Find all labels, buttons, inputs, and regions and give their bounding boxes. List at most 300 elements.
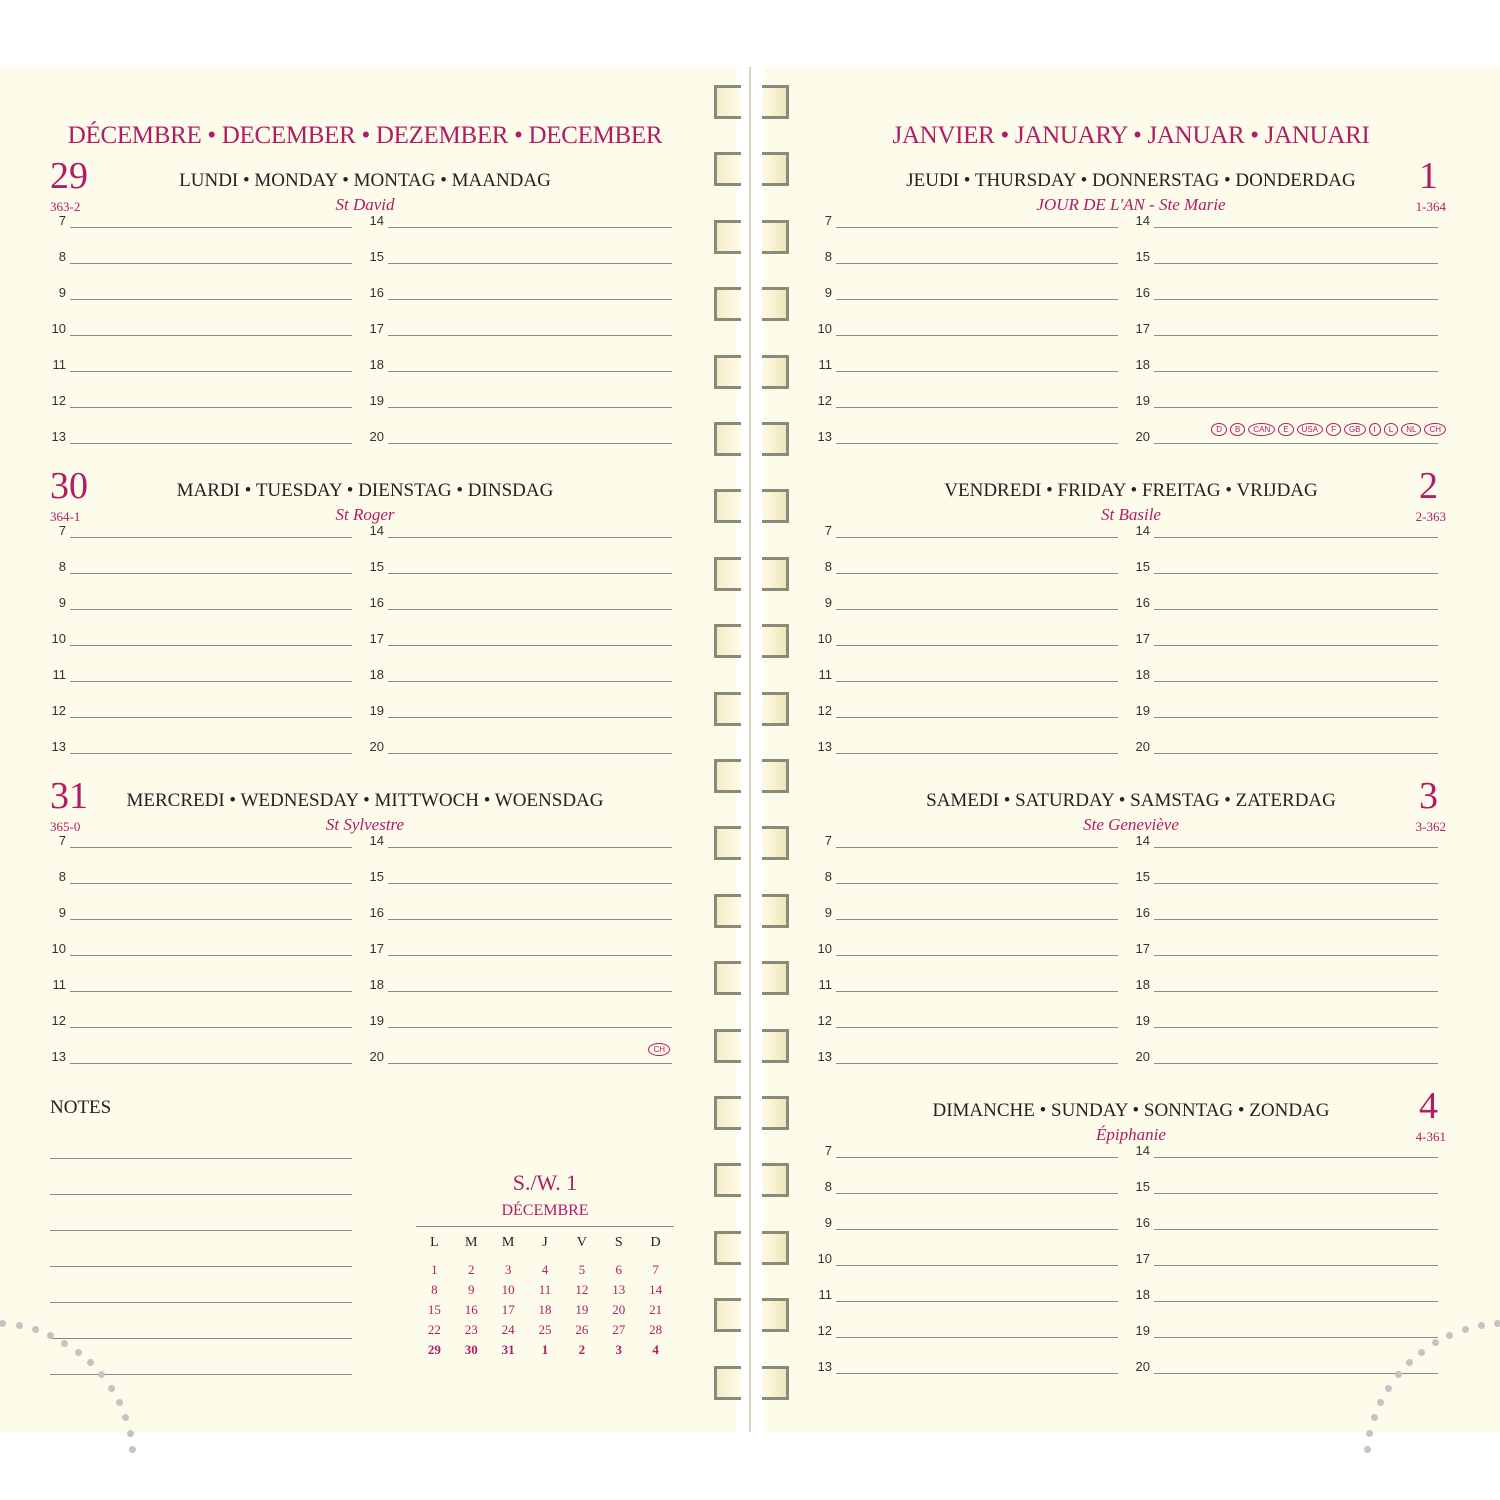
hour-row[interactable] bbox=[816, 1013, 1118, 1033]
spiral-ring bbox=[714, 894, 741, 928]
mini-calendar-week: S./W. 1 bbox=[512, 1170, 578, 1195]
hour-line bbox=[388, 681, 672, 682]
spiral-ring bbox=[762, 85, 789, 119]
hour-line bbox=[1154, 1229, 1438, 1230]
notes-line[interactable] bbox=[50, 1302, 352, 1303]
hour-row[interactable] bbox=[816, 523, 1118, 543]
mini-calendar-weekday: S bbox=[614, 1235, 623, 1250]
hour-row[interactable] bbox=[368, 739, 672, 759]
hour-line bbox=[388, 263, 672, 264]
mini-calendar-day: 13 bbox=[612, 1282, 626, 1297]
day-block bbox=[816, 1087, 1446, 1397]
hour-row[interactable] bbox=[368, 833, 672, 853]
spiral-ring bbox=[714, 1029, 741, 1063]
hour-line bbox=[1154, 681, 1438, 682]
hour-line bbox=[388, 919, 672, 920]
hour-row[interactable] bbox=[816, 321, 1118, 341]
mini-calendar-day: 22 bbox=[427, 1322, 441, 1337]
hour-row[interactable] bbox=[1134, 523, 1438, 543]
spiral-ring bbox=[762, 1029, 789, 1063]
hour-line bbox=[1154, 609, 1438, 610]
mini-calendar-day: 15 bbox=[427, 1302, 441, 1317]
hour-row[interactable] bbox=[368, 941, 672, 961]
hour-line bbox=[70, 335, 352, 336]
hour-line bbox=[70, 955, 352, 956]
spiral-ring bbox=[762, 826, 789, 860]
hour-line bbox=[1154, 443, 1438, 444]
hour-row[interactable] bbox=[816, 595, 1118, 615]
hour-row[interactable] bbox=[50, 559, 352, 579]
spiral-ring bbox=[714, 1096, 741, 1130]
hour-label: 17 bbox=[1135, 321, 1150, 336]
spiral-ring bbox=[762, 489, 789, 523]
hour-row[interactable] bbox=[50, 595, 352, 615]
hour-label: 19 bbox=[369, 703, 384, 718]
decorative-dot bbox=[1462, 1326, 1469, 1333]
saint-name: St Sylvestre bbox=[325, 815, 405, 834]
hour-label: 13 bbox=[51, 739, 66, 754]
spiral-ring bbox=[714, 1298, 741, 1332]
hour-row[interactable] bbox=[50, 833, 352, 853]
hour-line bbox=[70, 407, 352, 408]
hour-row[interactable] bbox=[1134, 1323, 1438, 1343]
hour-line bbox=[836, 609, 1118, 610]
hour-row[interactable] bbox=[1134, 905, 1438, 925]
hour-row[interactable] bbox=[816, 1179, 1118, 1199]
hour-row[interactable] bbox=[50, 941, 352, 961]
hour-label: 8 bbox=[824, 249, 832, 264]
day-block bbox=[816, 467, 1446, 777]
hour-row[interactable] bbox=[816, 213, 1118, 233]
hour-line bbox=[836, 537, 1118, 538]
mini-calendar-day: 19 bbox=[575, 1302, 589, 1317]
hour-line bbox=[836, 1265, 1118, 1266]
hour-label: 8 bbox=[58, 249, 66, 264]
hour-line bbox=[388, 753, 672, 754]
decorative-dot bbox=[1418, 1349, 1425, 1356]
mini-calendar-day: 28 bbox=[649, 1322, 663, 1337]
hour-line bbox=[70, 753, 352, 754]
hour-row[interactable] bbox=[1134, 1287, 1438, 1307]
hour-label: 11 bbox=[818, 667, 832, 682]
hour-label: 7 bbox=[58, 523, 66, 538]
hour-row[interactable] bbox=[50, 977, 352, 997]
hour-line bbox=[836, 991, 1118, 992]
hour-row[interactable] bbox=[1134, 393, 1438, 413]
hour-line bbox=[1154, 1063, 1438, 1064]
hour-row[interactable] bbox=[816, 1215, 1118, 1235]
hour-row[interactable] bbox=[50, 393, 352, 413]
decorative-dot bbox=[1494, 1320, 1500, 1327]
day-block bbox=[50, 157, 680, 467]
day-of-year: 4-361 bbox=[1415, 1129, 1446, 1144]
day-of-year: 3-362 bbox=[1415, 819, 1446, 834]
hour-label: 16 bbox=[1135, 905, 1150, 920]
hour-label: 10 bbox=[51, 631, 66, 646]
hour-row[interactable] bbox=[368, 869, 672, 889]
decorative-dot bbox=[1406, 1359, 1413, 1366]
day-of-year: 365-0 bbox=[50, 819, 81, 834]
hour-line bbox=[836, 1193, 1118, 1194]
mini-calendar-day: 9 bbox=[468, 1282, 475, 1297]
hour-row[interactable] bbox=[816, 631, 1118, 651]
hour-row[interactable] bbox=[1134, 833, 1438, 853]
hour-line bbox=[1154, 1027, 1438, 1028]
hour-row[interactable] bbox=[50, 429, 352, 449]
decorative-dot bbox=[1364, 1446, 1371, 1453]
hour-line bbox=[836, 645, 1118, 646]
hour-label: 10 bbox=[51, 321, 66, 336]
spiral-ring bbox=[714, 489, 741, 523]
hour-line bbox=[388, 609, 672, 610]
hour-row[interactable] bbox=[1134, 1013, 1438, 1033]
hour-row[interactable] bbox=[368, 249, 672, 269]
spiral-ring bbox=[762, 1096, 789, 1130]
hour-label: 14 bbox=[1135, 523, 1150, 538]
mini-calendar-weekday: D bbox=[650, 1235, 661, 1250]
hour-row[interactable] bbox=[50, 1013, 352, 1033]
hour-line bbox=[836, 443, 1118, 444]
hour-row[interactable] bbox=[368, 285, 672, 305]
hour-row[interactable] bbox=[1134, 941, 1438, 961]
hour-line bbox=[836, 573, 1118, 574]
hour-label: 19 bbox=[1135, 703, 1150, 718]
day-name: JEUDI • THURSDAY • DONNERSTAG • DONDERDAG bbox=[906, 170, 1356, 191]
hour-line bbox=[388, 645, 672, 646]
mini-calendar-day: 18 bbox=[538, 1302, 552, 1317]
mini-calendar-day: 27 bbox=[612, 1322, 626, 1337]
spiral-ring bbox=[762, 1366, 789, 1400]
hour-row[interactable] bbox=[816, 905, 1118, 925]
hour-label: 11 bbox=[818, 357, 832, 372]
hour-line bbox=[836, 1229, 1118, 1230]
hour-row[interactable] bbox=[50, 321, 352, 341]
spiral-ring bbox=[714, 1231, 741, 1265]
notes-line[interactable] bbox=[50, 1374, 352, 1375]
mini-calendar bbox=[416, 1170, 674, 1362]
mini-calendar-grid bbox=[416, 1235, 674, 1362]
hour-row[interactable] bbox=[368, 631, 672, 651]
hour-label: 7 bbox=[58, 833, 66, 848]
day-number: 4 bbox=[1419, 1085, 1438, 1127]
hour-label: 17 bbox=[1135, 631, 1150, 646]
hour-row[interactable] bbox=[1134, 631, 1438, 651]
hour-line bbox=[1154, 847, 1438, 848]
hour-line bbox=[388, 227, 672, 228]
saint-name: Ste Geneviève bbox=[1083, 815, 1179, 834]
hour-label: 9 bbox=[824, 595, 832, 610]
hour-label: 9 bbox=[824, 285, 832, 300]
hour-row[interactable] bbox=[368, 667, 672, 687]
hour-row[interactable] bbox=[50, 249, 352, 269]
hour-line bbox=[388, 407, 672, 408]
hour-label: 14 bbox=[369, 833, 384, 848]
hour-row[interactable] bbox=[816, 393, 1118, 413]
hour-line bbox=[1154, 1193, 1438, 1194]
hour-line bbox=[70, 1063, 352, 1064]
hour-row[interactable] bbox=[1134, 595, 1438, 615]
hour-label: 18 bbox=[369, 667, 384, 682]
hour-row[interactable] bbox=[50, 667, 352, 687]
hour-label: 18 bbox=[1135, 357, 1150, 372]
mini-calendar-day: 29 bbox=[427, 1342, 441, 1357]
mini-calendar-day: 14 bbox=[649, 1282, 663, 1297]
hour-row[interactable] bbox=[816, 1143, 1118, 1163]
spiral-ring bbox=[714, 287, 741, 321]
hour-line bbox=[1154, 1301, 1438, 1302]
hour-label: 12 bbox=[51, 393, 66, 408]
hour-line bbox=[836, 955, 1118, 956]
hour-row[interactable] bbox=[1134, 1179, 1438, 1199]
hour-label: 12 bbox=[817, 1323, 832, 1338]
hour-row[interactable] bbox=[50, 905, 352, 925]
hour-line bbox=[836, 1301, 1118, 1302]
decorative-dot bbox=[75, 1349, 82, 1356]
hour-row[interactable] bbox=[816, 1251, 1118, 1271]
hour-label: 15 bbox=[369, 559, 384, 574]
hour-label: 20 bbox=[369, 429, 384, 444]
hour-row[interactable] bbox=[816, 285, 1118, 305]
hour-row[interactable] bbox=[50, 739, 352, 759]
hour-row[interactable] bbox=[1134, 213, 1438, 233]
hour-row[interactable] bbox=[816, 559, 1118, 579]
hour-label: 9 bbox=[824, 905, 832, 920]
hour-line bbox=[1154, 371, 1438, 372]
hour-row[interactable] bbox=[1134, 1215, 1438, 1235]
day-name: MARDI • TUESDAY • DIENSTAG • DINSDAG bbox=[176, 480, 554, 501]
hour-row[interactable] bbox=[50, 357, 352, 377]
hour-line bbox=[836, 919, 1118, 920]
hour-line bbox=[1154, 1337, 1438, 1338]
notes-line[interactable] bbox=[50, 1266, 352, 1267]
spiral-ring bbox=[762, 557, 789, 591]
hour-line bbox=[1154, 573, 1438, 574]
hour-row[interactable] bbox=[816, 833, 1118, 853]
hour-line bbox=[70, 847, 352, 848]
hour-row[interactable] bbox=[368, 559, 672, 579]
hour-line bbox=[1154, 1265, 1438, 1266]
holiday-flag: USA bbox=[1297, 423, 1323, 436]
hour-row[interactable] bbox=[1134, 1251, 1438, 1271]
hour-row[interactable] bbox=[368, 977, 672, 997]
spiral-ring bbox=[714, 624, 741, 658]
holiday-flag: B bbox=[1230, 423, 1245, 436]
hour-label: 15 bbox=[1135, 559, 1150, 574]
hour-row[interactable] bbox=[368, 321, 672, 341]
hour-row[interactable] bbox=[816, 869, 1118, 889]
spiral-ring bbox=[714, 85, 741, 119]
hour-label: 13 bbox=[817, 1049, 832, 1064]
decorative-dot bbox=[1366, 1430, 1373, 1437]
hour-label: 16 bbox=[1135, 285, 1150, 300]
hour-row[interactable] bbox=[368, 703, 672, 723]
hour-label: 11 bbox=[818, 977, 832, 992]
hour-label: 16 bbox=[369, 595, 384, 610]
hour-row[interactable] bbox=[816, 739, 1118, 759]
hour-line bbox=[388, 717, 672, 718]
day-name: DIMANCHE • SUNDAY • SONNTAG • ZONDAG bbox=[932, 1100, 1330, 1121]
day-block bbox=[816, 157, 1446, 467]
hour-line bbox=[388, 847, 672, 848]
hour-row[interactable] bbox=[1134, 357, 1438, 377]
hour-label: 16 bbox=[1135, 595, 1150, 610]
decorative-dot bbox=[32, 1326, 39, 1333]
hour-label: 10 bbox=[817, 1251, 832, 1266]
hour-line bbox=[1154, 537, 1438, 538]
decorative-dot bbox=[108, 1385, 115, 1392]
hour-row[interactable] bbox=[368, 213, 672, 233]
spiral-ring bbox=[714, 1163, 741, 1197]
hour-row[interactable] bbox=[1134, 739, 1438, 759]
spiral-ring bbox=[762, 894, 789, 928]
binding-spine bbox=[749, 67, 751, 1432]
hour-row[interactable] bbox=[50, 213, 352, 233]
hour-row[interactable] bbox=[1134, 249, 1438, 269]
hour-label: 20 bbox=[369, 1049, 384, 1064]
hour-label: 16 bbox=[369, 285, 384, 300]
holiday-flag: CH bbox=[648, 1043, 670, 1056]
hour-row[interactable] bbox=[816, 1359, 1118, 1379]
notes-title: NOTES bbox=[50, 1097, 112, 1118]
hour-label: 12 bbox=[817, 703, 832, 718]
hour-label: 14 bbox=[369, 523, 384, 538]
hour-row[interactable] bbox=[368, 1013, 672, 1033]
mini-calendar-month: DÉCEMBRE bbox=[501, 1202, 589, 1219]
hour-line bbox=[836, 263, 1118, 264]
hour-label: 13 bbox=[51, 1049, 66, 1064]
hour-row[interactable] bbox=[1134, 977, 1438, 997]
hour-label: 7 bbox=[824, 1143, 832, 1158]
hour-row[interactable] bbox=[816, 1049, 1118, 1069]
hour-line bbox=[70, 645, 352, 646]
hour-row[interactable] bbox=[368, 1049, 672, 1069]
holiday-flag: F bbox=[1326, 423, 1341, 436]
saint-name: St David bbox=[335, 195, 395, 214]
mini-calendar-day: 12 bbox=[575, 1282, 589, 1297]
hour-line bbox=[836, 847, 1118, 848]
spiral-ring bbox=[762, 152, 789, 186]
mini-calendar-day: 5 bbox=[578, 1262, 586, 1277]
mini-calendar-day: 1 bbox=[431, 1262, 438, 1277]
hour-row[interactable] bbox=[816, 1323, 1118, 1343]
hour-label: 12 bbox=[51, 1013, 66, 1028]
hour-line bbox=[388, 1063, 672, 1064]
hour-label: 15 bbox=[1135, 1179, 1150, 1194]
hour-row[interactable] bbox=[816, 941, 1118, 961]
day-number: 30 bbox=[50, 465, 88, 507]
day-number: 1 bbox=[1419, 155, 1438, 197]
hour-label: 13 bbox=[817, 739, 832, 754]
hour-row[interactable] bbox=[368, 523, 672, 543]
spiral-ring bbox=[714, 826, 741, 860]
notes-line[interactable] bbox=[50, 1194, 352, 1195]
mini-calendar-weekday: M bbox=[465, 1235, 478, 1250]
hour-line bbox=[388, 573, 672, 574]
hour-line bbox=[388, 883, 672, 884]
hour-row[interactable] bbox=[368, 595, 672, 615]
hour-line bbox=[388, 991, 672, 992]
spiral-ring bbox=[762, 624, 789, 658]
mini-calendar-day: 1 bbox=[541, 1342, 549, 1357]
holiday-flag: CH bbox=[1424, 423, 1446, 436]
hour-row[interactable] bbox=[1134, 1049, 1438, 1069]
hour-row[interactable] bbox=[1134, 869, 1438, 889]
hour-line bbox=[836, 1373, 1118, 1374]
hour-label: 15 bbox=[369, 249, 384, 264]
hour-line bbox=[388, 371, 672, 372]
hour-line bbox=[70, 883, 352, 884]
hour-row[interactable] bbox=[816, 667, 1118, 687]
hour-line bbox=[836, 753, 1118, 754]
mini-calendar-day: 4 bbox=[541, 1262, 549, 1277]
hour-row[interactable] bbox=[1134, 667, 1438, 687]
holiday-flag: GB bbox=[1344, 423, 1366, 436]
hour-row[interactable] bbox=[1134, 321, 1438, 341]
notes-line[interactable] bbox=[50, 1230, 352, 1231]
hour-row[interactable] bbox=[368, 429, 672, 449]
hour-label: 17 bbox=[1135, 1251, 1150, 1266]
hour-line bbox=[70, 371, 352, 372]
hour-label: 17 bbox=[369, 631, 384, 646]
hour-label: 14 bbox=[1135, 833, 1150, 848]
hour-row[interactable] bbox=[1134, 285, 1438, 305]
hour-row[interactable] bbox=[816, 703, 1118, 723]
saint-name: St Roger bbox=[335, 505, 395, 524]
hour-row[interactable] bbox=[50, 285, 352, 305]
spiral-ring bbox=[714, 692, 741, 726]
notes-line[interactable] bbox=[50, 1158, 352, 1159]
hour-label: 9 bbox=[58, 905, 66, 920]
hour-label: 8 bbox=[58, 869, 66, 884]
spiral-ring bbox=[762, 220, 789, 254]
hour-row[interactable] bbox=[1134, 1143, 1438, 1163]
day-number: 31 bbox=[50, 775, 88, 817]
hour-row[interactable] bbox=[368, 357, 672, 377]
spiral-ring bbox=[762, 1298, 789, 1332]
hour-line bbox=[70, 537, 352, 538]
hour-line bbox=[1154, 919, 1438, 920]
day-block bbox=[50, 777, 680, 1087]
hour-row[interactable] bbox=[816, 977, 1118, 997]
hour-label: 13 bbox=[51, 429, 66, 444]
spiral-ring bbox=[714, 759, 741, 793]
mini-calendar-day: 20 bbox=[612, 1302, 626, 1317]
holiday-flag: CAN bbox=[1248, 423, 1275, 436]
hour-row[interactable] bbox=[368, 905, 672, 925]
hour-row[interactable] bbox=[50, 523, 352, 543]
hour-row[interactable] bbox=[816, 429, 1118, 449]
decorative-dot bbox=[61, 1340, 68, 1347]
decorative-dot bbox=[127, 1430, 134, 1437]
notes-line[interactable] bbox=[50, 1338, 352, 1339]
hour-row[interactable] bbox=[50, 869, 352, 889]
hour-row[interactable] bbox=[50, 631, 352, 651]
hour-row[interactable] bbox=[50, 703, 352, 723]
hour-row[interactable] bbox=[368, 393, 672, 413]
hour-label: 10 bbox=[51, 941, 66, 956]
hour-row[interactable] bbox=[816, 357, 1118, 377]
hour-line bbox=[70, 263, 352, 264]
hour-row[interactable] bbox=[816, 249, 1118, 269]
hour-row[interactable] bbox=[1134, 559, 1438, 579]
hour-row[interactable] bbox=[1134, 703, 1438, 723]
hour-row[interactable] bbox=[816, 1287, 1118, 1307]
hour-row[interactable] bbox=[50, 1049, 352, 1069]
day-of-year: 2-363 bbox=[1415, 509, 1446, 524]
hour-row[interactable] bbox=[1134, 1359, 1438, 1379]
hour-label: 13 bbox=[817, 1359, 832, 1374]
hour-label: 18 bbox=[369, 357, 384, 372]
